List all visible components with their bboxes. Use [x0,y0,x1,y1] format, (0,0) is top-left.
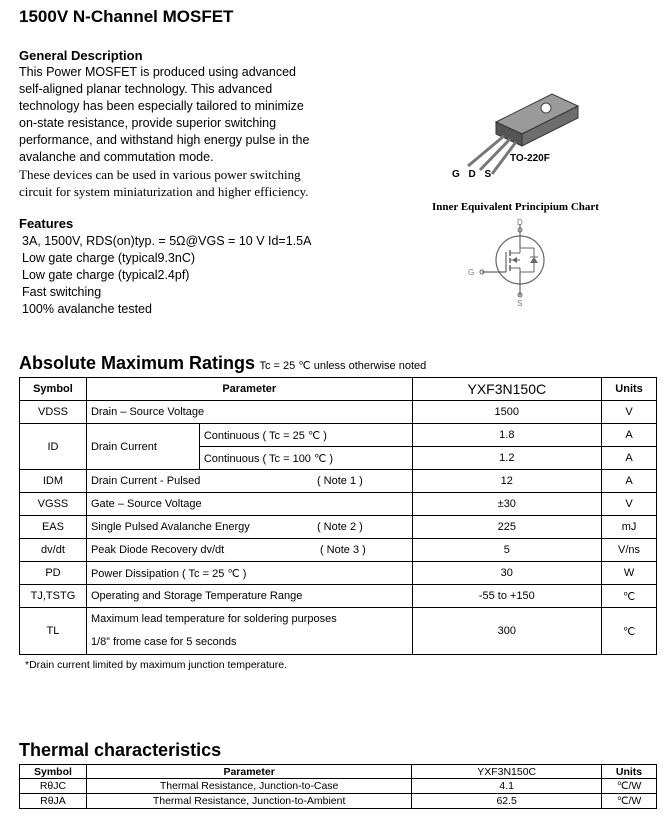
table-row [20,470,657,493]
table-row [20,608,657,655]
unit-cell: ℃/W [602,794,657,809]
general-line: on-state resistance, provide superior switching [19,116,277,130]
table-row [20,401,657,424]
value-cell: 5 [412,539,602,562]
package-label: TO-220F [510,153,550,164]
symbol-cell: TL [20,608,87,655]
param-cell [86,470,412,493]
note-ref: ( Note 2 ) [316,521,363,533]
col-units: Units [602,765,657,779]
unit-cell: V [602,401,657,424]
unit-cell: V [602,493,657,516]
col-part: YXF3N150C [412,378,602,401]
schematic-title: Inner Equivalent Principium Chart [432,201,599,213]
value-cell: 1.2 [412,447,602,470]
unit-cell: A [602,447,657,470]
general-line: self-aligned planar technology. This advanced [19,82,273,96]
general-description [19,64,309,200]
unit-cell: ℃ [602,585,657,608]
to220f-package-image [448,88,588,182]
table-header-row [20,378,657,401]
value-cell: -55 to +150 [412,585,602,608]
param-cell [86,516,412,539]
amr-heading: Absolute Maximum Ratings [19,353,256,373]
mosfet-symbol-icon [466,216,556,310]
note-ref: ( Note 1 ) [316,475,363,487]
note-ref: ( Note 3 ) [319,544,366,556]
symbol-cell: EAS [20,516,87,539]
param-cell: Operating and Storage Temperature Range [86,585,412,608]
unit-cell: A [602,470,657,493]
value-cell: 62.5 [412,794,602,809]
symbol-cell: RθJA [20,794,87,809]
value-cell: 1.8 [412,424,602,447]
value-cell: 1500 [412,401,602,424]
param-line: 1/8” frome case for 5 seconds [90,636,237,648]
table-row [20,794,657,809]
col-parameter: Parameter [86,378,412,401]
param-cell [86,608,412,655]
symbol-cell: TJ,TSTG [20,585,87,608]
value-cell: 30 [412,562,602,585]
symbol-cell: PD [20,562,87,585]
amr-heading-block [19,353,426,374]
features-list [22,233,311,318]
value-cell: 300 [412,608,602,655]
general-line: avalanche and commutation mode. [19,150,214,164]
param-text: Peak Diode Recovery dv/dt [90,544,225,556]
subparam-cell: Continuous ( Tc = 100 ℃ ) [199,447,412,470]
col-symbol: Symbol [20,378,87,401]
value-cell: 225 [412,516,602,539]
feature-item: Fast switching [22,285,102,299]
param-cell: Power Dissipation ( Tc = 25 ℃ ) [86,562,412,585]
amr-table [19,377,657,655]
thermal-heading: Thermal characteristics [19,740,222,760]
amr-footnote: *Drain current limited by maximum junction temperature. [25,659,288,671]
features-heading: Features [19,216,74,231]
general-line: These devices can be used in various power switching [19,167,301,182]
table-row [20,424,657,447]
general-line: circuit for system miniaturization and higher efficiency. [19,184,309,199]
subparam-cell: Continuous ( Tc = 25 ℃ ) [199,424,412,447]
symbol-cell: RθJC [20,779,87,794]
value-cell: ±30 [412,493,602,516]
value-cell: 4.1 [412,779,602,794]
general-heading: General Description [19,48,143,63]
symbol-cell: VDSS [20,401,87,424]
col-part: YXF3N150C [412,765,602,779]
table-row [20,493,657,516]
table-header-row [20,765,657,779]
unit-cell: V/ns [602,539,657,562]
feature-item: 3A, 1500V, RDS(on)typ. = 5Ω@VGS = 10 V Id=1.5A [22,234,312,248]
param-cell: Gate – Source Voltage [86,493,412,516]
param-cell: Drain – Source Voltage [86,401,412,424]
param-cell: Thermal Resistance, Junction-to-Ambient [86,794,411,809]
feature-item: Low gate charge (typical2.4pf) [22,268,190,282]
general-line: This Power MOSFET is produced using advanced [19,65,296,79]
table-row [20,585,657,608]
general-line: performance, and withstand high energy pulse in the [19,133,310,147]
param-line: Maximum lead temperature for soldering purposes [90,613,337,625]
feature-item: Low gate charge (typical9.3nC) [22,251,196,265]
table-row [20,779,657,794]
unit-cell: mJ [602,516,657,539]
feature-item: 100% avalanche tested [22,302,152,316]
unit-cell: W [602,562,657,585]
page-title: 1500V N-Channel MOSFET [19,7,234,26]
param-text: Drain Current - Pulsed [90,475,201,487]
pin-labels: G D S [452,169,495,180]
col-parameter: Parameter [86,765,411,779]
value-cell: 12 [412,470,602,493]
amr-subnote: Tc = 25 ℃ unless otherwise noted [259,360,427,372]
col-units: Units [602,378,657,401]
schematic-d-label: D [517,218,523,227]
table-row [20,562,657,585]
symbol-cell: ID [20,424,87,470]
schematic-g-label: G [468,268,475,277]
unit-cell: ℃/W [602,779,657,794]
symbol-cell: VGSS [20,493,87,516]
col-symbol: Symbol [20,765,87,779]
table-row [20,539,657,562]
thermal-table [19,764,657,809]
symbol-cell: IDM [20,470,87,493]
unit-cell: ℃ [602,608,657,655]
symbol-cell: dv/dt [20,539,87,562]
table-row [20,516,657,539]
param-cell: Drain Current [86,424,199,470]
param-cell [86,539,412,562]
param-cell: Thermal Resistance, Junction-to-Case [86,779,411,794]
general-line: technology has been especially tailored to minimize [19,99,304,113]
schematic-s-label: S [517,299,523,308]
param-text: Single Pulsed Avalanche Energy [90,521,250,533]
unit-cell: A [602,424,657,447]
